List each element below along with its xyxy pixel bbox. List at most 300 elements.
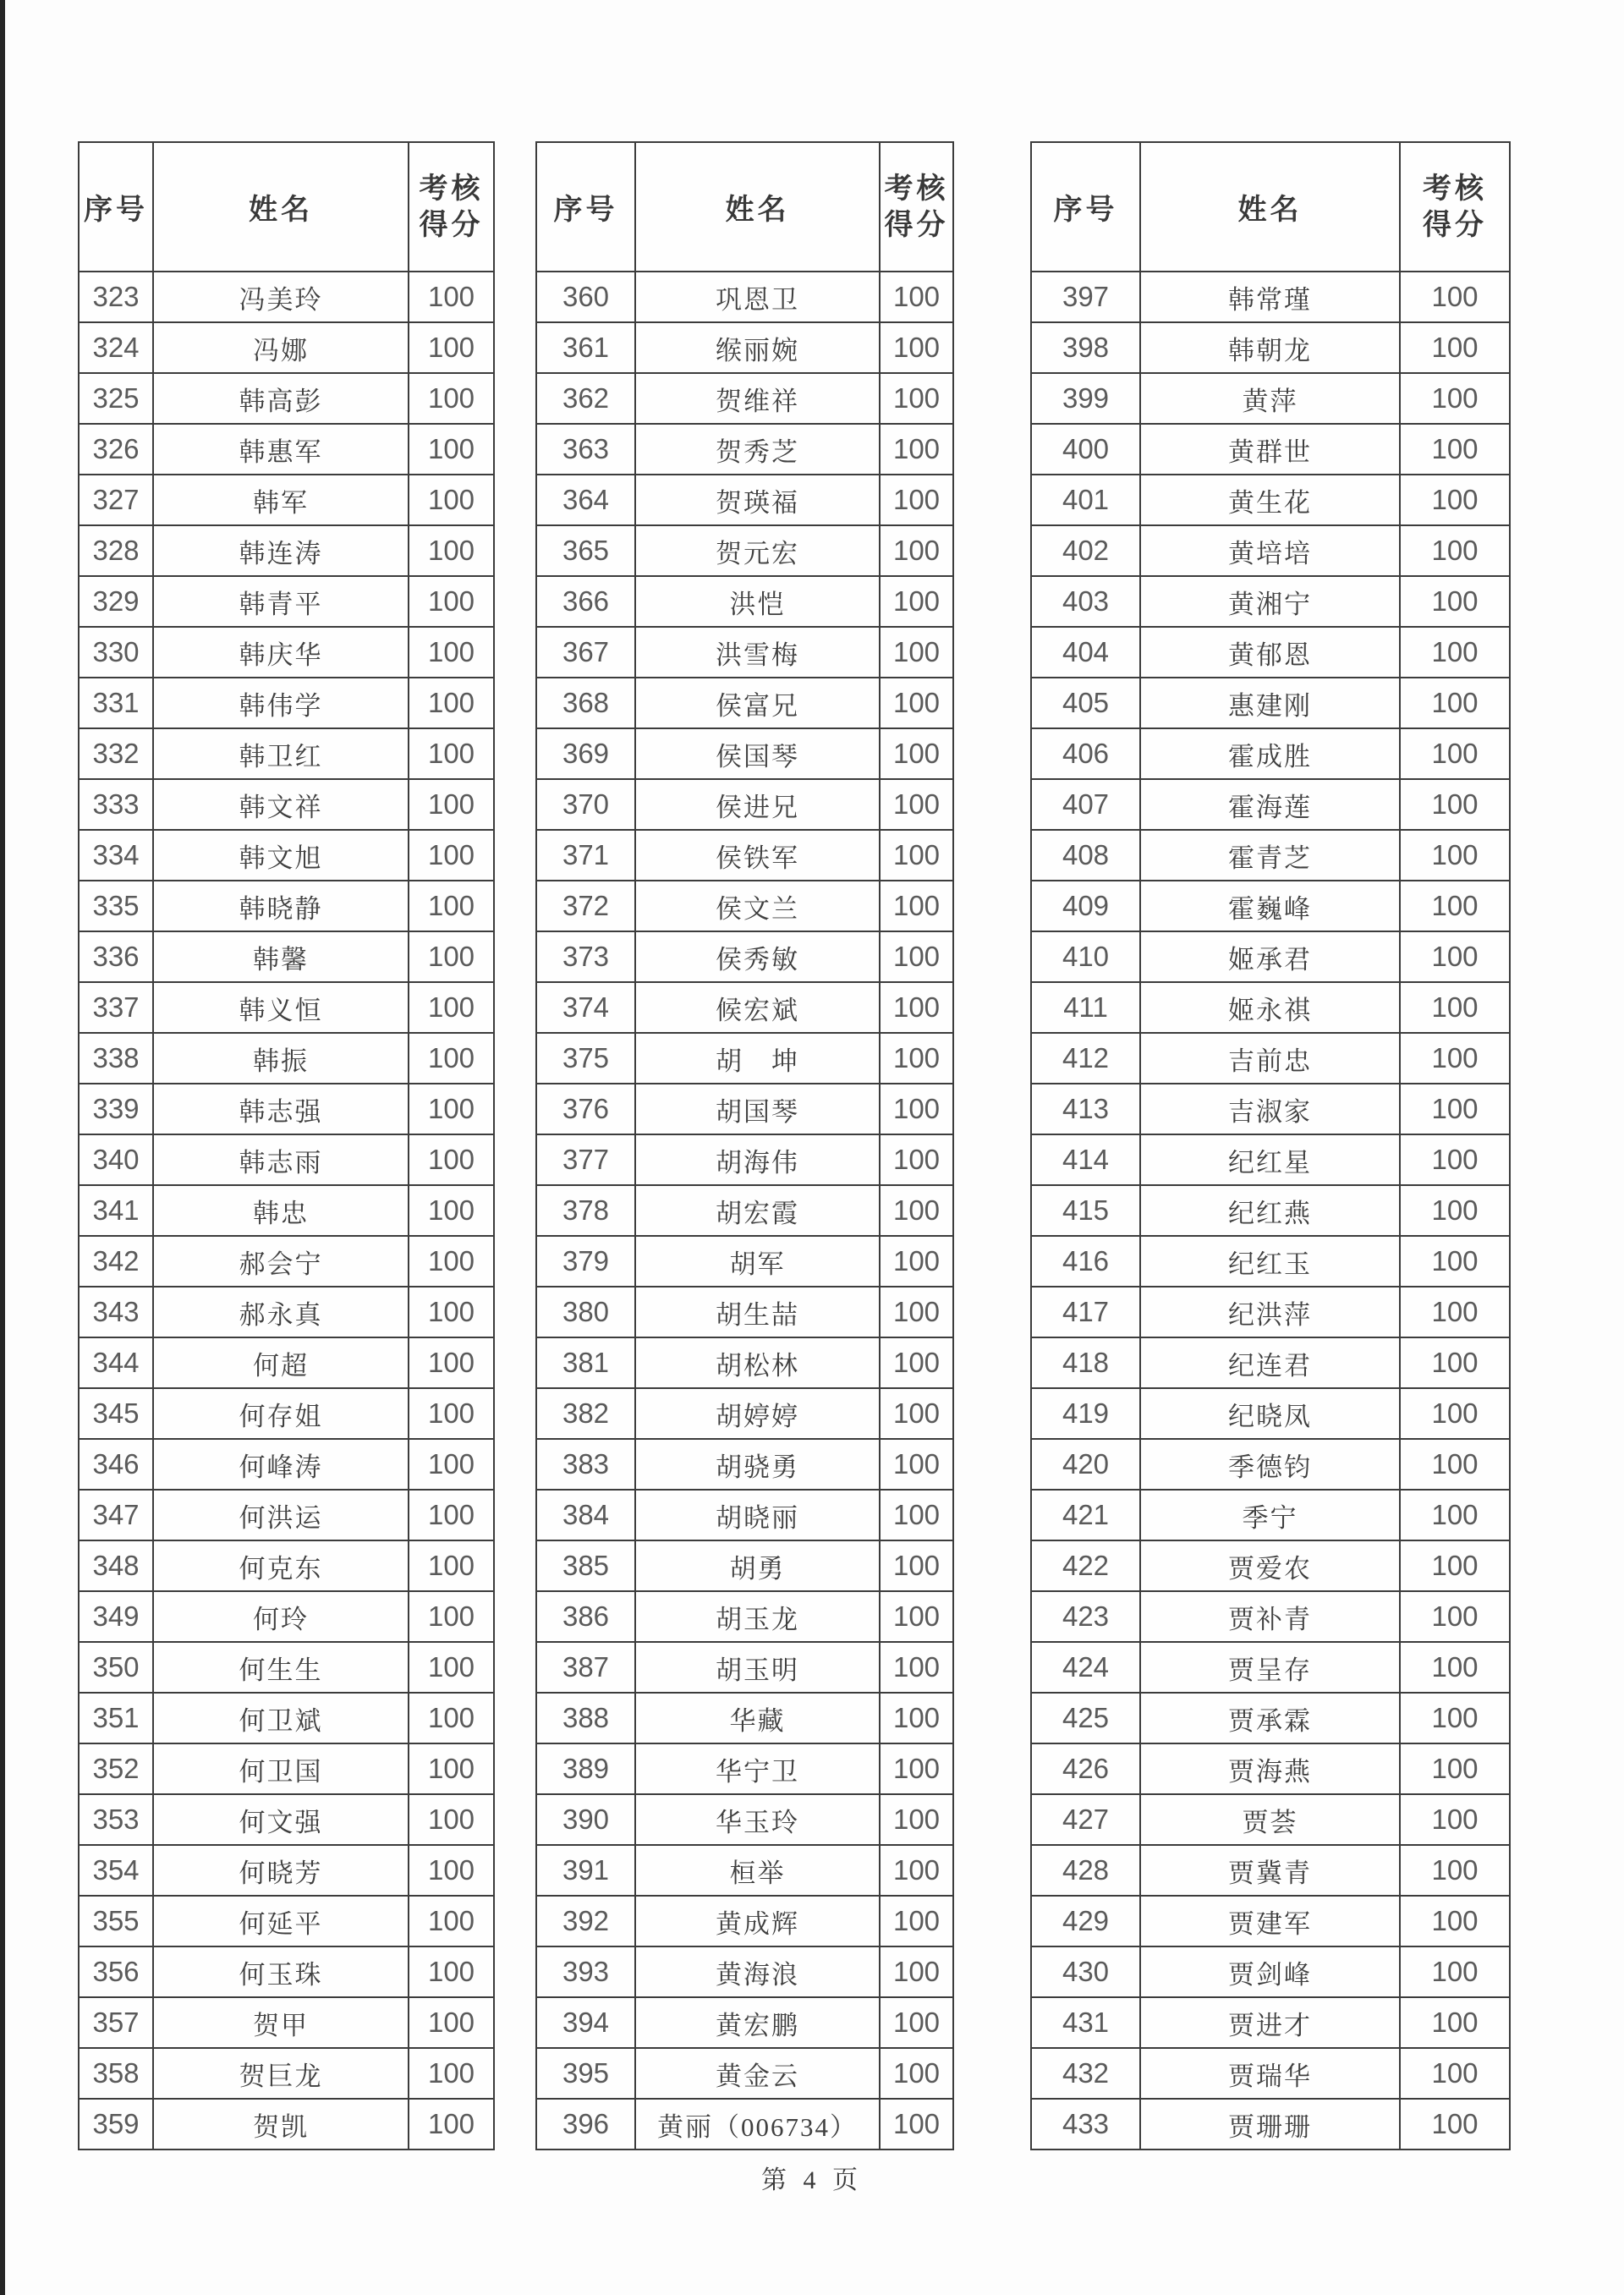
cell-name: 华玉玲 <box>635 1794 880 1845</box>
table-row <box>79 1337 494 1388</box>
cell-name: 黄生花 <box>1140 475 1400 525</box>
table-row <box>79 1033 494 1084</box>
table-row <box>1031 576 1510 627</box>
cell-score: 100 <box>880 1896 953 1946</box>
cell-score: 100 <box>409 1134 494 1185</box>
cell-score: 100 <box>1400 1287 1510 1337</box>
cell-score: 100 <box>1400 1439 1510 1490</box>
cell-index: 328 <box>79 525 153 576</box>
cell-index: 414 <box>1031 1134 1140 1185</box>
table-row <box>79 2048 494 2099</box>
cell-name: 韩常瑾 <box>1140 272 1400 322</box>
cell-score: 100 <box>1400 779 1510 830</box>
cell-index: 384 <box>536 1490 635 1540</box>
cell-index: 367 <box>536 627 635 678</box>
cell-name: 黄金云 <box>635 2048 880 2099</box>
cell-score: 100 <box>1400 525 1510 576</box>
cell-score: 100 <box>1400 881 1510 931</box>
cell-name: 韩庆华 <box>153 627 409 678</box>
cell-score: 100 <box>1400 1946 1510 1997</box>
cell-score: 100 <box>1400 1236 1510 1287</box>
table-header <box>1031 142 1510 272</box>
cell-name: 何晓芳 <box>153 1845 409 1896</box>
cell-name: 冯美玲 <box>153 272 409 322</box>
cell-name: 韩惠军 <box>153 424 409 475</box>
cell-score: 100 <box>880 1388 953 1439</box>
cell-score: 100 <box>1400 576 1510 627</box>
cell-name: 何生生 <box>153 1642 409 1693</box>
cell-score: 100 <box>409 1743 494 1794</box>
cell-score: 100 <box>880 475 953 525</box>
cell-index: 404 <box>1031 627 1140 678</box>
cell-name: 贾承霖 <box>1140 1693 1400 1743</box>
cell-index: 424 <box>1031 1642 1140 1693</box>
cell-score: 100 <box>1400 373 1510 424</box>
table-row <box>536 272 953 322</box>
cell-score: 100 <box>880 1185 953 1236</box>
cell-index: 333 <box>79 779 153 830</box>
cell-name: 韩青平 <box>153 576 409 627</box>
table-row <box>1031 627 1510 678</box>
cell-index: 427 <box>1031 1794 1140 1845</box>
cell-name: 桓举 <box>635 1845 880 1896</box>
cell-index: 428 <box>1031 1845 1140 1896</box>
table-row <box>536 475 953 525</box>
table-row <box>79 931 494 982</box>
cell-name: 黄群世 <box>1140 424 1400 475</box>
cell-score: 100 <box>1400 475 1510 525</box>
cell-name: 郝会宁 <box>153 1236 409 1287</box>
cell-index: 324 <box>79 322 153 373</box>
cell-index: 426 <box>1031 1743 1140 1794</box>
cell-name: 华宁卫 <box>635 1743 880 1794</box>
cell-name: 纪红燕 <box>1140 1185 1400 1236</box>
cell-index: 398 <box>1031 322 1140 373</box>
cell-score: 100 <box>880 1693 953 1743</box>
cell-index: 417 <box>1031 1287 1140 1337</box>
table-row <box>1031 1490 1510 1540</box>
cell-score: 100 <box>880 373 953 424</box>
cell-score: 100 <box>880 525 953 576</box>
table-row <box>1031 881 1510 931</box>
cell-index: 357 <box>79 1997 153 2048</box>
column-header-score-line1: 考核 <box>884 173 949 205</box>
cell-index: 352 <box>79 1743 153 1794</box>
cell-name: 黄海浪 <box>635 1946 880 1997</box>
cell-index: 409 <box>1031 881 1140 931</box>
cell-index: 412 <box>1031 1033 1140 1084</box>
cell-score: 100 <box>409 1337 494 1388</box>
table-row <box>536 2048 953 2099</box>
cell-score: 100 <box>409 1490 494 1540</box>
cell-index: 397 <box>1031 272 1140 322</box>
cell-name: 纪红星 <box>1140 1134 1400 1185</box>
cell-name: 胡骁勇 <box>635 1439 880 1490</box>
cell-name: 何延平 <box>153 1896 409 1946</box>
cell-name: 韩忠 <box>153 1185 409 1236</box>
cell-score: 100 <box>880 931 953 982</box>
cell-score: 100 <box>880 1134 953 1185</box>
cell-name: 何文强 <box>153 1794 409 1845</box>
cell-name: 侯进兄 <box>635 779 880 830</box>
table-row <box>536 1134 953 1185</box>
cell-index: 400 <box>1031 424 1140 475</box>
table-row <box>1031 1642 1510 1693</box>
cell-name: 胡婷婷 <box>635 1388 880 1439</box>
table-row <box>536 779 953 830</box>
cell-score: 100 <box>1400 1540 1510 1591</box>
table-row <box>1031 1540 1510 1591</box>
cell-index: 366 <box>536 576 635 627</box>
table-row <box>1031 982 1510 1033</box>
cell-score: 100 <box>409 475 494 525</box>
cell-name: 贺甲 <box>153 1997 409 2048</box>
cell-score: 100 <box>409 1693 494 1743</box>
cell-index: 393 <box>536 1946 635 1997</box>
table-row <box>1031 931 1510 982</box>
table-row <box>79 1134 494 1185</box>
table-row <box>536 1033 953 1084</box>
cell-score: 100 <box>409 424 494 475</box>
cell-index: 329 <box>79 576 153 627</box>
cell-index: 405 <box>1031 678 1140 728</box>
header-row <box>536 142 953 272</box>
cell-name: 黄培培 <box>1140 525 1400 576</box>
cell-index: 356 <box>79 1946 153 1997</box>
table-row <box>79 678 494 728</box>
cell-index: 355 <box>79 1896 153 1946</box>
table-row <box>1031 525 1510 576</box>
cell-name: 贾进才 <box>1140 1997 1400 2048</box>
table-row <box>79 525 494 576</box>
cell-score: 100 <box>409 678 494 728</box>
cell-score: 100 <box>880 982 953 1033</box>
cell-name: 巩恩卫 <box>635 272 880 322</box>
cell-name: 韩伟学 <box>153 678 409 728</box>
cell-score: 100 <box>880 1439 953 1490</box>
cell-index: 421 <box>1031 1490 1140 1540</box>
cell-score: 100 <box>409 1439 494 1490</box>
cell-score: 100 <box>880 881 953 931</box>
scan-edge-artifact <box>0 0 5 2295</box>
cell-name: 缑丽婉 <box>635 322 880 373</box>
cell-score: 100 <box>1400 1337 1510 1388</box>
table-row <box>79 1185 494 1236</box>
cell-name: 侯文兰 <box>635 881 880 931</box>
cell-name: 韩军 <box>153 475 409 525</box>
cell-index: 394 <box>536 1997 635 2048</box>
cell-index: 335 <box>79 881 153 931</box>
cell-index: 364 <box>536 475 635 525</box>
table-row <box>1031 1033 1510 1084</box>
cell-index: 419 <box>1031 1388 1140 1439</box>
cell-name: 胡宏霞 <box>635 1185 880 1236</box>
table-row <box>536 1591 953 1642</box>
cell-name: 纪红玉 <box>1140 1236 1400 1287</box>
cell-index: 388 <box>536 1693 635 1743</box>
cell-score: 100 <box>1400 1084 1510 1134</box>
cell-index: 342 <box>79 1236 153 1287</box>
cell-score: 100 <box>1400 678 1510 728</box>
table-row <box>536 627 953 678</box>
cell-score: 100 <box>409 627 494 678</box>
cell-score: 100 <box>409 373 494 424</box>
cell-index: 403 <box>1031 576 1140 627</box>
cell-index: 375 <box>536 1033 635 1084</box>
cell-index: 323 <box>79 272 153 322</box>
cell-name: 黄成辉 <box>635 1896 880 1946</box>
cell-name: 候宏斌 <box>635 982 880 1033</box>
cell-name: 贾补青 <box>1140 1591 1400 1642</box>
cell-index: 361 <box>536 322 635 373</box>
table-row <box>1031 1236 1510 1287</box>
cell-index: 334 <box>79 830 153 881</box>
cell-index: 351 <box>79 1693 153 1743</box>
cell-index: 362 <box>536 373 635 424</box>
cell-index: 396 <box>536 2099 635 2150</box>
cell-score: 100 <box>880 1845 953 1896</box>
cell-name: 惠建刚 <box>1140 678 1400 728</box>
cell-name: 黄萍 <box>1140 373 1400 424</box>
cell-score: 100 <box>409 272 494 322</box>
table-row <box>79 1439 494 1490</box>
cell-index: 339 <box>79 1084 153 1134</box>
table-row <box>79 881 494 931</box>
cell-name: 吉前忠 <box>1140 1033 1400 1084</box>
cell-score: 100 <box>409 2099 494 2150</box>
table-row <box>79 1693 494 1743</box>
cell-score: 100 <box>409 1540 494 1591</box>
column-header-name: 姓名 <box>1140 142 1400 272</box>
cell-index: 423 <box>1031 1591 1140 1642</box>
cell-score: 100 <box>880 1591 953 1642</box>
table-row <box>536 1794 953 1845</box>
table-row <box>79 830 494 881</box>
cell-index: 425 <box>1031 1693 1140 1743</box>
table-row <box>1031 1693 1510 1743</box>
column-header-name: 姓名 <box>153 142 409 272</box>
cell-index: 402 <box>1031 525 1140 576</box>
cell-name: 何存姐 <box>153 1388 409 1439</box>
cell-index: 360 <box>536 272 635 322</box>
cell-name: 贾珊珊 <box>1140 2099 1400 2150</box>
table-row <box>1031 1084 1510 1134</box>
cell-name: 冯娜 <box>153 322 409 373</box>
table-row <box>536 1287 953 1337</box>
column-header-score <box>1400 142 1510 272</box>
table-row <box>79 424 494 475</box>
table-row <box>536 881 953 931</box>
table-row <box>79 1591 494 1642</box>
table-row <box>1031 830 1510 881</box>
cell-score: 100 <box>1400 1642 1510 1693</box>
cell-index: 331 <box>79 678 153 728</box>
cell-score: 100 <box>880 627 953 678</box>
cell-score: 100 <box>409 931 494 982</box>
header-row <box>1031 142 1510 272</box>
cell-index: 353 <box>79 1794 153 1845</box>
cell-score: 100 <box>1400 1845 1510 1896</box>
cell-name: 侯国琴 <box>635 728 880 779</box>
table-row <box>79 1490 494 1540</box>
cell-index: 326 <box>79 424 153 475</box>
cell-name: 韩志雨 <box>153 1134 409 1185</box>
cell-score: 100 <box>880 1946 953 1997</box>
cell-score: 100 <box>880 678 953 728</box>
cell-score: 100 <box>409 1896 494 1946</box>
table-row <box>1031 779 1510 830</box>
table-row <box>79 1743 494 1794</box>
table-row <box>536 373 953 424</box>
cell-name: 纪洪萍 <box>1140 1287 1400 1337</box>
table-row <box>1031 1845 1510 1896</box>
cell-index: 325 <box>79 373 153 424</box>
cell-name: 侯富兄 <box>635 678 880 728</box>
cell-name: 贺巨龙 <box>153 2048 409 2099</box>
table-row <box>79 1997 494 2048</box>
cell-index: 347 <box>79 1490 153 1540</box>
cell-index: 344 <box>79 1337 153 1388</box>
table-row <box>79 1388 494 1439</box>
cell-score: 100 <box>1400 2048 1510 2099</box>
table-row <box>79 1287 494 1337</box>
page-number: 第 4 页 <box>761 2166 863 2194</box>
table-row <box>79 1896 494 1946</box>
cell-name: 黄宏鹏 <box>635 1997 880 2048</box>
cell-index: 408 <box>1031 830 1140 881</box>
cell-index: 430 <box>1031 1946 1140 1997</box>
cell-name: 纪连君 <box>1140 1337 1400 1388</box>
cell-score: 100 <box>409 525 494 576</box>
table-row <box>79 1946 494 1997</box>
cell-index: 392 <box>536 1896 635 1946</box>
column-header-index: 序号 <box>1031 142 1140 272</box>
cell-score: 100 <box>409 1084 494 1134</box>
table-row <box>79 1642 494 1693</box>
cell-name: 黄湘宁 <box>1140 576 1400 627</box>
cell-name: 霍巍峰 <box>1140 881 1400 931</box>
cell-score: 100 <box>409 881 494 931</box>
table-row <box>1031 1388 1510 1439</box>
cell-name: 纪晓凤 <box>1140 1388 1400 1439</box>
cell-index: 349 <box>79 1591 153 1642</box>
cell-name: 贾瑞华 <box>1140 2048 1400 2099</box>
column-header-score-line1: 考核 <box>419 173 484 205</box>
cell-index: 399 <box>1031 373 1140 424</box>
table-row <box>536 1540 953 1591</box>
cell-score: 100 <box>880 1337 953 1388</box>
cell-name: 何卫斌 <box>153 1693 409 1743</box>
table-row <box>536 1997 953 2048</box>
cell-score: 100 <box>1400 1896 1510 1946</box>
cell-index: 411 <box>1031 982 1140 1033</box>
cell-index: 373 <box>536 931 635 982</box>
column-header-name: 姓名 <box>635 142 880 272</box>
cell-score: 100 <box>1400 1185 1510 1236</box>
cell-name: 贺秀芝 <box>635 424 880 475</box>
column-header-score <box>409 142 494 272</box>
cell-index: 395 <box>536 2048 635 2099</box>
cell-index: 348 <box>79 1540 153 1591</box>
table-row <box>79 728 494 779</box>
cell-score: 100 <box>880 272 953 322</box>
cell-score: 100 <box>1400 1388 1510 1439</box>
cell-score: 100 <box>1400 931 1510 982</box>
cell-name: 何克东 <box>153 1540 409 1591</box>
table-row <box>1031 272 1510 322</box>
table-row <box>1031 1439 1510 1490</box>
cell-name: 何洪运 <box>153 1490 409 1540</box>
table-row <box>536 576 953 627</box>
score-table-2 <box>535 141 954 2150</box>
cell-score: 100 <box>880 830 953 881</box>
cell-name: 贺瑛福 <box>635 475 880 525</box>
cell-score: 100 <box>409 1642 494 1693</box>
cell-name: 侯秀敏 <box>635 931 880 982</box>
cell-name: 贾冀青 <box>1140 1845 1400 1896</box>
cell-index: 413 <box>1031 1084 1140 1134</box>
cell-index: 332 <box>79 728 153 779</box>
cell-score: 100 <box>1400 830 1510 881</box>
cell-index: 386 <box>536 1591 635 1642</box>
table-row <box>79 1084 494 1134</box>
table-row <box>79 1236 494 1287</box>
cell-score: 100 <box>1400 1591 1510 1642</box>
cell-name: 贾荟 <box>1140 1794 1400 1845</box>
cell-name: 韩连涛 <box>153 525 409 576</box>
column-header-score-line2: 得分 <box>1423 208 1487 241</box>
table-row <box>79 272 494 322</box>
cell-name: 胡晓丽 <box>635 1490 880 1540</box>
cell-name: 黄丽（006734） <box>635 2099 880 2150</box>
table-body <box>1031 272 1510 2150</box>
cell-name: 吉淑家 <box>1140 1084 1400 1134</box>
cell-score: 100 <box>1400 424 1510 475</box>
column-header-score-line2: 得分 <box>419 208 484 241</box>
table-row <box>536 1642 953 1693</box>
cell-name: 胡玉明 <box>635 1642 880 1693</box>
table-row <box>1031 2099 1510 2150</box>
cell-score: 100 <box>409 1388 494 1439</box>
cell-index: 374 <box>536 982 635 1033</box>
cell-score: 100 <box>409 830 494 881</box>
cell-name: 韩卫红 <box>153 728 409 779</box>
cell-index: 418 <box>1031 1337 1140 1388</box>
cell-score: 100 <box>880 1642 953 1693</box>
table-row <box>536 1185 953 1236</box>
cell-index: 343 <box>79 1287 153 1337</box>
cell-name: 姬承君 <box>1140 931 1400 982</box>
cell-name: 霍青芝 <box>1140 830 1400 881</box>
cell-name: 黄郁恩 <box>1140 627 1400 678</box>
cell-score: 100 <box>1400 1794 1510 1845</box>
cell-score: 100 <box>1400 1490 1510 1540</box>
table-body <box>536 272 953 2150</box>
cell-score: 100 <box>409 322 494 373</box>
cell-index: 341 <box>79 1185 153 1236</box>
cell-index: 369 <box>536 728 635 779</box>
table-row <box>79 1540 494 1591</box>
cell-index: 354 <box>79 1845 153 1896</box>
table-row <box>1031 1287 1510 1337</box>
cell-name: 韩义恒 <box>153 982 409 1033</box>
cell-score: 100 <box>409 1946 494 1997</box>
cell-name: 胡国琴 <box>635 1084 880 1134</box>
cell-index: 420 <box>1031 1439 1140 1490</box>
cell-score: 100 <box>1400 627 1510 678</box>
cell-name: 季宁 <box>1140 1490 1400 1540</box>
table-row <box>79 1794 494 1845</box>
